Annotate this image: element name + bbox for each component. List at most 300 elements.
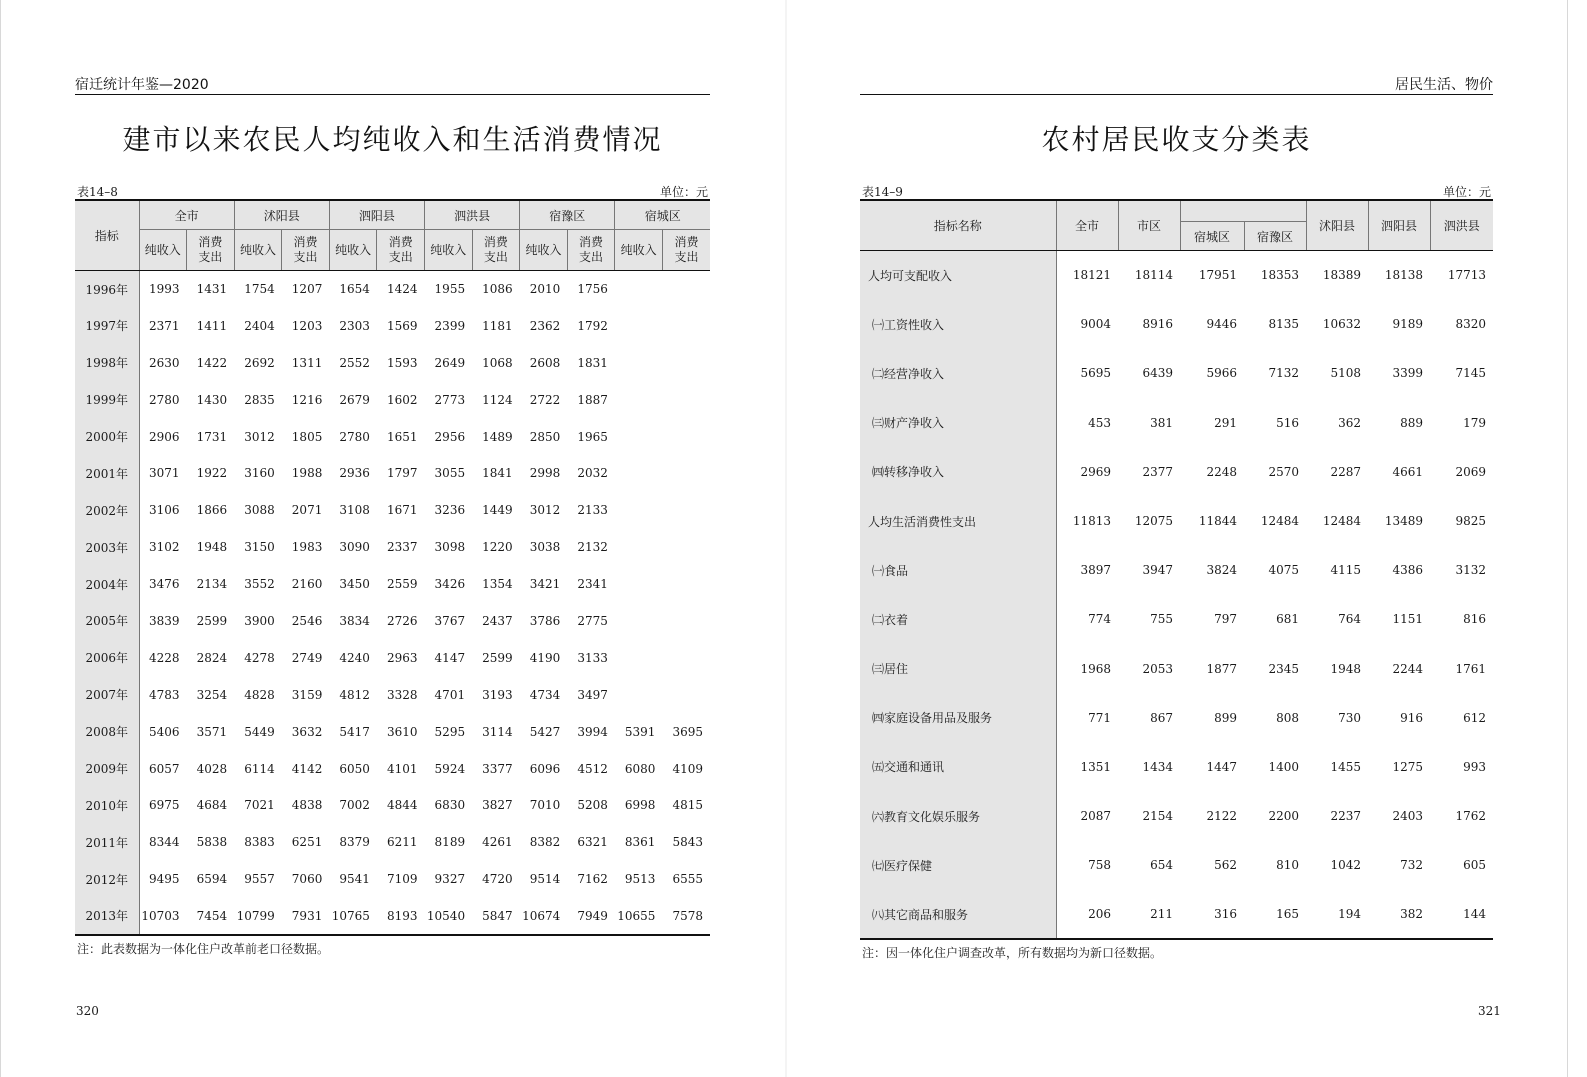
value-cell: 1068 xyxy=(482,355,513,370)
table-row xyxy=(860,300,1493,349)
value-cell: 867 xyxy=(1150,710,1173,725)
value-cell: 3133 xyxy=(577,650,608,665)
value-cell: 764 xyxy=(1338,612,1361,627)
group-header: 沭阳县 xyxy=(234,200,329,230)
value-cell: 2287 xyxy=(1330,464,1361,479)
income-subheader: 纯收入 xyxy=(234,230,282,271)
value-cell: 17951 xyxy=(1198,268,1237,283)
value-cell: 9446 xyxy=(1206,317,1237,332)
year-cell: 2011年 xyxy=(75,824,139,861)
value-cell: 7145 xyxy=(1455,366,1486,381)
value-cell: 797 xyxy=(1214,612,1237,627)
value-cell: 6321 xyxy=(577,835,608,850)
value-cell: 730 xyxy=(1338,710,1361,725)
value-cell: 2552 xyxy=(339,355,370,370)
value-cell: 18353 xyxy=(1260,268,1299,283)
value-cell: 1569 xyxy=(386,318,418,333)
value-cell: 1797 xyxy=(386,466,418,481)
value-cell: 3012 xyxy=(529,503,561,518)
value-cell: 4240 xyxy=(339,650,370,665)
page-number-right: 321 xyxy=(1478,1004,1501,1018)
value-cell: 3102 xyxy=(149,540,180,555)
value-cell: 1922 xyxy=(196,466,228,481)
value-cell: 291 xyxy=(1214,415,1237,430)
year-cell: 1996年 xyxy=(75,271,139,308)
value-cell: 1430 xyxy=(196,392,228,407)
value-cell: 1449 xyxy=(482,503,513,518)
value-cell: 2773 xyxy=(434,392,466,407)
value-cell: 6080 xyxy=(624,761,656,776)
value-cell: 3552 xyxy=(244,577,275,592)
value-cell: 1983 xyxy=(291,540,323,555)
value-cell: 5695 xyxy=(1080,366,1111,381)
year-cell: 2010年 xyxy=(75,787,139,824)
value-cell: 3160 xyxy=(244,466,275,481)
year-cell: 2004年 xyxy=(75,566,139,603)
indicator-name-cell: ㈢居住 xyxy=(860,644,1056,693)
value-cell: 1311 xyxy=(291,355,323,370)
value-cell: 6998 xyxy=(624,798,656,813)
value-cell: 3090 xyxy=(339,540,370,555)
value-cell: 1354 xyxy=(482,577,513,592)
year-cell: 2003年 xyxy=(75,529,139,566)
value-cell: 5108 xyxy=(1330,366,1361,381)
sucheng-header: 宿城区 xyxy=(1180,222,1244,251)
value-cell: 1593 xyxy=(386,355,418,370)
value-cell: 5449 xyxy=(244,724,275,739)
value-cell: 7060 xyxy=(291,872,323,887)
value-cell: 1181 xyxy=(482,318,513,333)
year-cell: 1999年 xyxy=(75,381,139,418)
value-cell: 3994 xyxy=(577,724,608,739)
urban-district-group-header xyxy=(1180,200,1306,222)
value-cell: 1203 xyxy=(291,318,323,333)
value-cell: 2053 xyxy=(1142,661,1173,676)
table-row xyxy=(860,841,1493,890)
value-cell: 6439 xyxy=(1142,366,1173,381)
value-cell: 8135 xyxy=(1268,317,1299,332)
table-row xyxy=(860,496,1493,545)
value-cell: 8344 xyxy=(149,835,180,850)
value-cell: 18114 xyxy=(1134,268,1173,283)
value-cell: 3827 xyxy=(482,798,513,813)
year-cell: 2012年 xyxy=(75,861,139,898)
value-cell: 1400 xyxy=(1268,759,1299,774)
indicator-name-cell: 人均可支配收入 xyxy=(860,251,1056,300)
indicator-name-cell: ㈡衣着 xyxy=(860,595,1056,644)
indicator-name-cell: 人均生活消费性支出 xyxy=(860,496,1056,545)
value-cell: 11844 xyxy=(1198,514,1237,529)
value-cell: 916 xyxy=(1400,710,1423,725)
value-cell: 3632 xyxy=(291,724,323,739)
value-cell: 993 xyxy=(1463,759,1486,774)
year-cell: 1998年 xyxy=(75,344,139,381)
value-cell: 810 xyxy=(1276,858,1299,873)
value-cell: 3328 xyxy=(386,687,418,702)
value-cell: 4109 xyxy=(672,761,704,776)
value-cell: 4783 xyxy=(149,687,180,702)
value-cell: 5391 xyxy=(624,724,656,739)
value-cell: 2377 xyxy=(1142,464,1173,479)
page-number-left: 320 xyxy=(76,1004,99,1018)
value-cell: 7578 xyxy=(662,898,710,935)
value-cell: 4075 xyxy=(1268,563,1299,578)
value-cell: 12484 xyxy=(1260,514,1299,529)
spending-subheader: 消费支出 xyxy=(282,230,330,271)
value-cell: 3108 xyxy=(339,503,370,518)
value-cell: 1447 xyxy=(1206,759,1237,774)
value-cell: 3038 xyxy=(529,540,561,555)
value-cell: 2244 xyxy=(1392,661,1423,676)
value-cell: 7931 xyxy=(282,898,330,935)
table-row xyxy=(860,792,1493,841)
value-cell: 8189 xyxy=(434,835,466,850)
value-cell: 1351 xyxy=(1080,759,1111,774)
value-cell: 3426 xyxy=(434,577,466,592)
value-cell: 2906 xyxy=(149,429,180,444)
group-header: 泗阳县 xyxy=(329,200,424,230)
value-cell: 2160 xyxy=(291,577,323,592)
value-cell: 1761 xyxy=(1455,661,1486,676)
year-cell: 2008年 xyxy=(75,713,139,750)
value-cell: 2010 xyxy=(529,282,561,297)
income-subheader: 纯收入 xyxy=(329,230,377,271)
value-cell: 2824 xyxy=(196,650,228,665)
group-header: 全市 xyxy=(139,200,234,230)
value-cell: 1841 xyxy=(482,466,513,481)
table-row xyxy=(860,644,1493,693)
value-cell: 3055 xyxy=(434,466,466,481)
table-row xyxy=(860,546,1493,595)
value-cell: 1086 xyxy=(482,282,513,297)
value-cell: 9513 xyxy=(624,872,656,887)
value-cell: 10674 xyxy=(520,898,568,935)
value-cell: 1762 xyxy=(1455,809,1486,824)
value-cell: 1887 xyxy=(577,392,608,407)
value-cell: 6050 xyxy=(339,761,370,776)
siyang-header: 泗阳县 xyxy=(1368,200,1430,251)
value-cell: 1805 xyxy=(291,429,323,444)
value-cell: 562 xyxy=(1214,858,1237,873)
value-cell: 2936 xyxy=(339,466,370,481)
income-subheader: 纯收入 xyxy=(425,230,473,271)
value-cell: 1993 xyxy=(149,282,180,297)
value-cell: 3834 xyxy=(339,613,370,628)
value-cell: 8379 xyxy=(339,835,370,850)
value-cell: 1489 xyxy=(482,429,513,444)
value-cell: 6057 xyxy=(149,761,180,776)
table-row xyxy=(860,349,1493,398)
value-cell: 2134 xyxy=(196,577,228,592)
indicator-name-cell: ㈤交通和通讯 xyxy=(860,742,1056,791)
value-cell: 2749 xyxy=(291,650,323,665)
value-cell: 3839 xyxy=(149,613,180,628)
value-cell: 1731 xyxy=(196,429,228,444)
value-cell: 5924 xyxy=(434,761,466,776)
year-cell: 2009年 xyxy=(75,750,139,787)
value-cell: 4261 xyxy=(482,835,513,850)
value-cell: 194 xyxy=(1306,890,1368,939)
value-cell: 3695 xyxy=(672,724,704,739)
spending-subheader: 消费支出 xyxy=(662,230,710,271)
value-cell: 1654 xyxy=(339,282,370,297)
page-title-right: 农村居民收支分类表 xyxy=(1041,123,1312,156)
value-cell: 4190 xyxy=(529,650,561,665)
sihong-header: 泗洪县 xyxy=(1430,200,1493,251)
year-cell: 2000年 xyxy=(75,418,139,455)
value-cell: 3150 xyxy=(244,540,275,555)
value-cell: 4101 xyxy=(386,761,418,776)
value-cell: 1422 xyxy=(196,355,228,370)
value-cell: 4661 xyxy=(1392,464,1423,479)
value-cell: 732 xyxy=(1400,858,1423,873)
value-cell: 3098 xyxy=(434,540,466,555)
value-cell: 5427 xyxy=(529,724,561,739)
value-cell: 2726 xyxy=(386,613,418,628)
value-cell: 2122 xyxy=(1206,809,1237,824)
value-cell: 10799 xyxy=(234,898,282,935)
value-cell: 816 xyxy=(1463,612,1486,627)
table-row xyxy=(860,595,1493,644)
value-cell: 12484 xyxy=(1322,514,1361,529)
value-cell: 10632 xyxy=(1322,317,1361,332)
year-cell: 2006年 xyxy=(75,639,139,676)
value-cell: 2780 xyxy=(339,429,370,444)
value-cell: 1455 xyxy=(1330,759,1361,774)
income-subheader: 纯收入 xyxy=(520,230,568,271)
value-cell: 316 xyxy=(1180,890,1244,939)
value-cell: 453 xyxy=(1088,415,1111,430)
all-city-header: 全市 xyxy=(1056,200,1118,251)
value-cell: 4278 xyxy=(244,650,275,665)
value-cell: 2399 xyxy=(434,318,466,333)
value-cell: 899 xyxy=(1214,710,1237,725)
value-cell: 12075 xyxy=(1134,514,1173,529)
shuyang-header: 沭阳县 xyxy=(1306,200,1368,251)
value-cell: 3193 xyxy=(482,687,513,702)
value-cell: 10703 xyxy=(139,898,187,935)
year-cell: 2002年 xyxy=(75,492,139,529)
value-cell: 1756 xyxy=(577,282,608,297)
income-subheader: 纯收入 xyxy=(139,230,187,271)
value-cell: 6975 xyxy=(149,798,180,813)
group-header: 宿豫区 xyxy=(520,200,615,230)
value-cell: 18121 xyxy=(1072,268,1111,283)
year-cell: 2013年 xyxy=(75,898,139,935)
indicator-header: 指标 xyxy=(75,200,139,271)
table-number-left: 表14–8 xyxy=(77,185,118,199)
value-cell: 3900 xyxy=(244,613,275,628)
value-cell: 2599 xyxy=(196,613,228,628)
indicator-name-cell: ㈢财产净收入 xyxy=(860,398,1056,447)
value-cell: 3159 xyxy=(291,687,323,702)
value-cell: 2248 xyxy=(1206,464,1237,479)
value-cell: 1651 xyxy=(386,429,418,444)
value-cell: 2437 xyxy=(482,613,513,628)
value-cell: 681 xyxy=(1276,612,1299,627)
value-cell: 2679 xyxy=(339,392,370,407)
value-cell: 9541 xyxy=(339,872,370,887)
indicator-name-cell: ㈦医疗保健 xyxy=(860,841,1056,890)
value-cell: 13489 xyxy=(1384,514,1423,529)
page-title-left: 建市以来农民人均纯收入和生活消费情况 xyxy=(122,123,663,156)
value-cell: 382 xyxy=(1368,890,1430,939)
value-cell: 755 xyxy=(1150,612,1173,627)
value-cell: 3786 xyxy=(529,613,561,628)
unit-label-left: 单位：元 xyxy=(659,185,708,199)
value-cell: 18389 xyxy=(1322,268,1361,283)
indicator-name-cell: ㈥教育文化娱乐服务 xyxy=(860,792,1056,841)
value-cell: 9495 xyxy=(149,872,180,887)
value-cell: 4147 xyxy=(434,650,466,665)
value-cell: 2069 xyxy=(1455,464,1486,479)
value-cell: 3088 xyxy=(244,503,275,518)
value-cell: 8383 xyxy=(244,835,275,850)
value-cell: 2132 xyxy=(577,540,608,555)
value-cell: 1988 xyxy=(291,466,323,481)
table-note-right: 注：因一体化住户调查改革，所有数据均为新口径数据。 xyxy=(862,946,1163,960)
value-cell: 1792 xyxy=(577,318,608,333)
value-cell: 1216 xyxy=(291,392,323,407)
value-cell: 4812 xyxy=(339,687,370,702)
value-cell: 3012 xyxy=(244,429,275,444)
value-cell: 10655 xyxy=(615,898,663,935)
value-cell: 2341 xyxy=(577,577,608,592)
value-cell: 18138 xyxy=(1384,268,1423,283)
value-cell: 2237 xyxy=(1330,809,1361,824)
value-cell: 4115 xyxy=(1330,563,1361,578)
value-cell: 9825 xyxy=(1455,514,1486,529)
value-cell: 362 xyxy=(1338,415,1361,430)
value-cell: 2780 xyxy=(149,392,180,407)
value-cell: 2570 xyxy=(1268,464,1299,479)
value-cell: 9557 xyxy=(244,872,275,887)
value-cell: 144 xyxy=(1430,890,1493,939)
value-cell: 1207 xyxy=(291,282,323,297)
indicator-name-cell: ㈣转移净收入 xyxy=(860,447,1056,496)
year-cell: 2001年 xyxy=(75,455,139,492)
value-cell: 7162 xyxy=(577,872,608,887)
spending-subheader: 消费支出 xyxy=(377,230,425,271)
value-cell: 1866 xyxy=(196,503,228,518)
value-cell: 5847 xyxy=(472,898,520,935)
spending-subheader: 消费支出 xyxy=(472,230,520,271)
running-head-left: 宿迁统计年鉴—2020 xyxy=(75,77,209,93)
year-cell: 2007年 xyxy=(75,676,139,713)
value-cell: 2403 xyxy=(1392,809,1423,824)
value-cell: 8320 xyxy=(1455,317,1486,332)
value-cell: 206 xyxy=(1056,890,1118,939)
value-cell: 1124 xyxy=(482,392,513,407)
value-cell: 4684 xyxy=(196,798,228,813)
table-number-right: 表14–9 xyxy=(862,185,903,199)
value-cell: 3114 xyxy=(482,724,513,739)
value-cell: 3071 xyxy=(149,466,180,481)
value-cell: 165 xyxy=(1244,890,1306,939)
value-cell: 3106 xyxy=(149,503,180,518)
value-cell: 1955 xyxy=(434,282,466,297)
value-cell: 5417 xyxy=(339,724,370,739)
value-cell: 808 xyxy=(1276,710,1299,725)
value-cell: 1968 xyxy=(1080,661,1111,676)
group-header: 宿城区 xyxy=(615,200,710,230)
value-cell: 8382 xyxy=(529,835,561,850)
value-cell: 3399 xyxy=(1392,366,1423,381)
value-cell: 10540 xyxy=(425,898,473,935)
value-cell: 4701 xyxy=(434,687,466,702)
value-cell: 2608 xyxy=(529,355,561,370)
value-cell: 1411 xyxy=(196,318,228,333)
value-cell: 3767 xyxy=(434,613,466,628)
value-cell: 6251 xyxy=(291,835,323,850)
value-cell: 2133 xyxy=(577,503,608,518)
value-cell: 7454 xyxy=(187,898,235,935)
value-cell: 2835 xyxy=(244,392,275,407)
value-cell: 1877 xyxy=(1206,661,1237,676)
table-note-left: 注：此表数据为一体化住户改革前老口径数据。 xyxy=(77,942,330,956)
value-cell: 6555 xyxy=(672,872,704,887)
value-cell: 179 xyxy=(1463,415,1486,430)
value-cell: 4142 xyxy=(291,761,323,776)
value-cell: 889 xyxy=(1400,415,1423,430)
spending-subheader: 消费支出 xyxy=(187,230,235,271)
table-row xyxy=(860,251,1493,300)
value-cell: 1424 xyxy=(386,282,418,297)
value-cell: 2032 xyxy=(577,466,608,481)
value-cell: 2969 xyxy=(1080,464,1111,479)
header-rule-right xyxy=(860,94,1493,95)
value-cell: 2722 xyxy=(529,392,561,407)
value-cell: 381 xyxy=(1150,415,1173,430)
suyu-header: 宿豫区 xyxy=(1244,222,1306,251)
value-cell: 9189 xyxy=(1392,317,1423,332)
value-cell: 771 xyxy=(1088,710,1111,725)
value-cell: 4028 xyxy=(196,761,228,776)
table-row xyxy=(860,742,1493,791)
value-cell: 3421 xyxy=(529,577,561,592)
value-cell: 3377 xyxy=(482,761,513,776)
value-cell: 5843 xyxy=(672,835,704,850)
value-cell: 3236 xyxy=(434,503,466,518)
unit-label-right: 单位：元 xyxy=(1442,185,1491,199)
value-cell: 211 xyxy=(1118,890,1180,939)
value-cell: 1965 xyxy=(577,429,608,444)
value-cell: 1220 xyxy=(482,540,513,555)
value-cell: 4228 xyxy=(149,650,180,665)
indicator-name-cell: ㈡经营净收入 xyxy=(860,349,1056,398)
value-cell: 774 xyxy=(1088,612,1111,627)
value-cell: 6830 xyxy=(434,798,466,813)
value-cell: 17713 xyxy=(1447,268,1486,283)
value-cell: 1671 xyxy=(386,503,418,518)
value-cell: 2337 xyxy=(386,540,418,555)
indicator-name-cell: ㈣家庭设备用品及服务 xyxy=(860,693,1056,742)
spending-subheader: 消费支出 xyxy=(567,230,615,271)
value-cell: 3947 xyxy=(1142,563,1173,578)
value-cell: 1434 xyxy=(1142,759,1173,774)
value-cell: 7021 xyxy=(244,798,275,813)
value-cell: 2692 xyxy=(244,355,275,370)
value-cell: 654 xyxy=(1150,858,1173,873)
value-cell: 2087 xyxy=(1080,809,1111,824)
value-cell: 5406 xyxy=(149,724,180,739)
value-cell: 5208 xyxy=(577,798,608,813)
value-cell: 5295 xyxy=(434,724,466,739)
value-cell: 2649 xyxy=(434,355,466,370)
value-cell: 2200 xyxy=(1268,809,1299,824)
value-cell: 4720 xyxy=(482,872,513,887)
year-cell: 1997年 xyxy=(75,307,139,344)
